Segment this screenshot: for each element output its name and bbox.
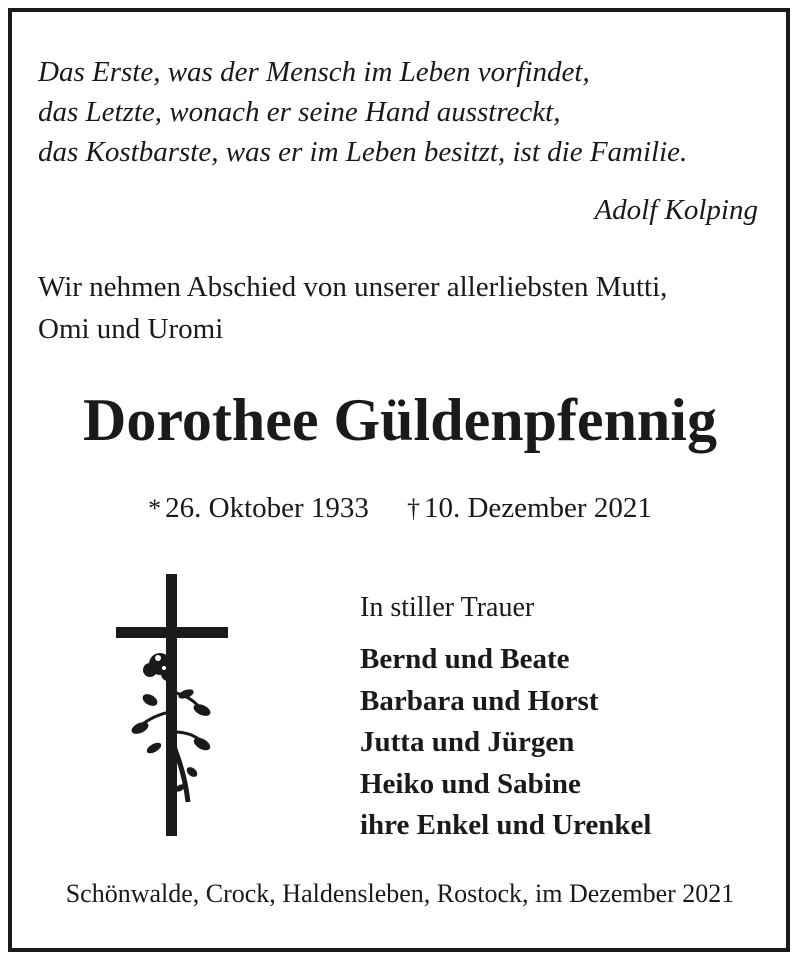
birth-date: 26. Oktober 1933 [165, 492, 369, 524]
farewell-intro-line: Wir nehmen Abschied von unserer allerliebsten Mutti, [38, 271, 668, 303]
death-date: 10. Dezember 2021 [423, 492, 652, 524]
death-cross-icon: † [406, 494, 420, 523]
birth-star-icon: * [148, 494, 162, 523]
mourner-entry: ihre Enkel und Urenkel [360, 809, 652, 841]
deceased-name: Dorothee Güldenpfennig [83, 387, 717, 453]
mourner-entry: Barbara und Horst [360, 684, 599, 717]
cross-with-rose-icon [110, 572, 240, 842]
quote-line: Das Erste, was der Mensch im Leben vorfindet, [38, 56, 590, 88]
quote-block [38, 52, 687, 172]
mourners-list [360, 639, 651, 847]
quote-line: das Kostbarste, was er im Leben besitzt, ist die Familie. [38, 136, 688, 168]
mourning-intro: In stiller Trauer [360, 592, 535, 623]
farewell-intro-line: Omi und Uromi [38, 313, 224, 345]
quote-author: Adolf Kolping [594, 194, 758, 226]
place-and-date: Schönwalde, Crock, Haldensleben, Rostock, im Dezember 2021 [65, 879, 735, 908]
farewell-intro [38, 266, 768, 350]
life-dates [0, 486, 800, 531]
mourner-entry: Bernd und Beate [360, 643, 570, 675]
quote-line: das Letzte, wonach er seine Hand ausstreckt, [38, 96, 561, 128]
mourner-entry: Jutta und Jürgen [360, 726, 575, 758]
mourner-entry: Heiko und Sabine [360, 767, 581, 800]
